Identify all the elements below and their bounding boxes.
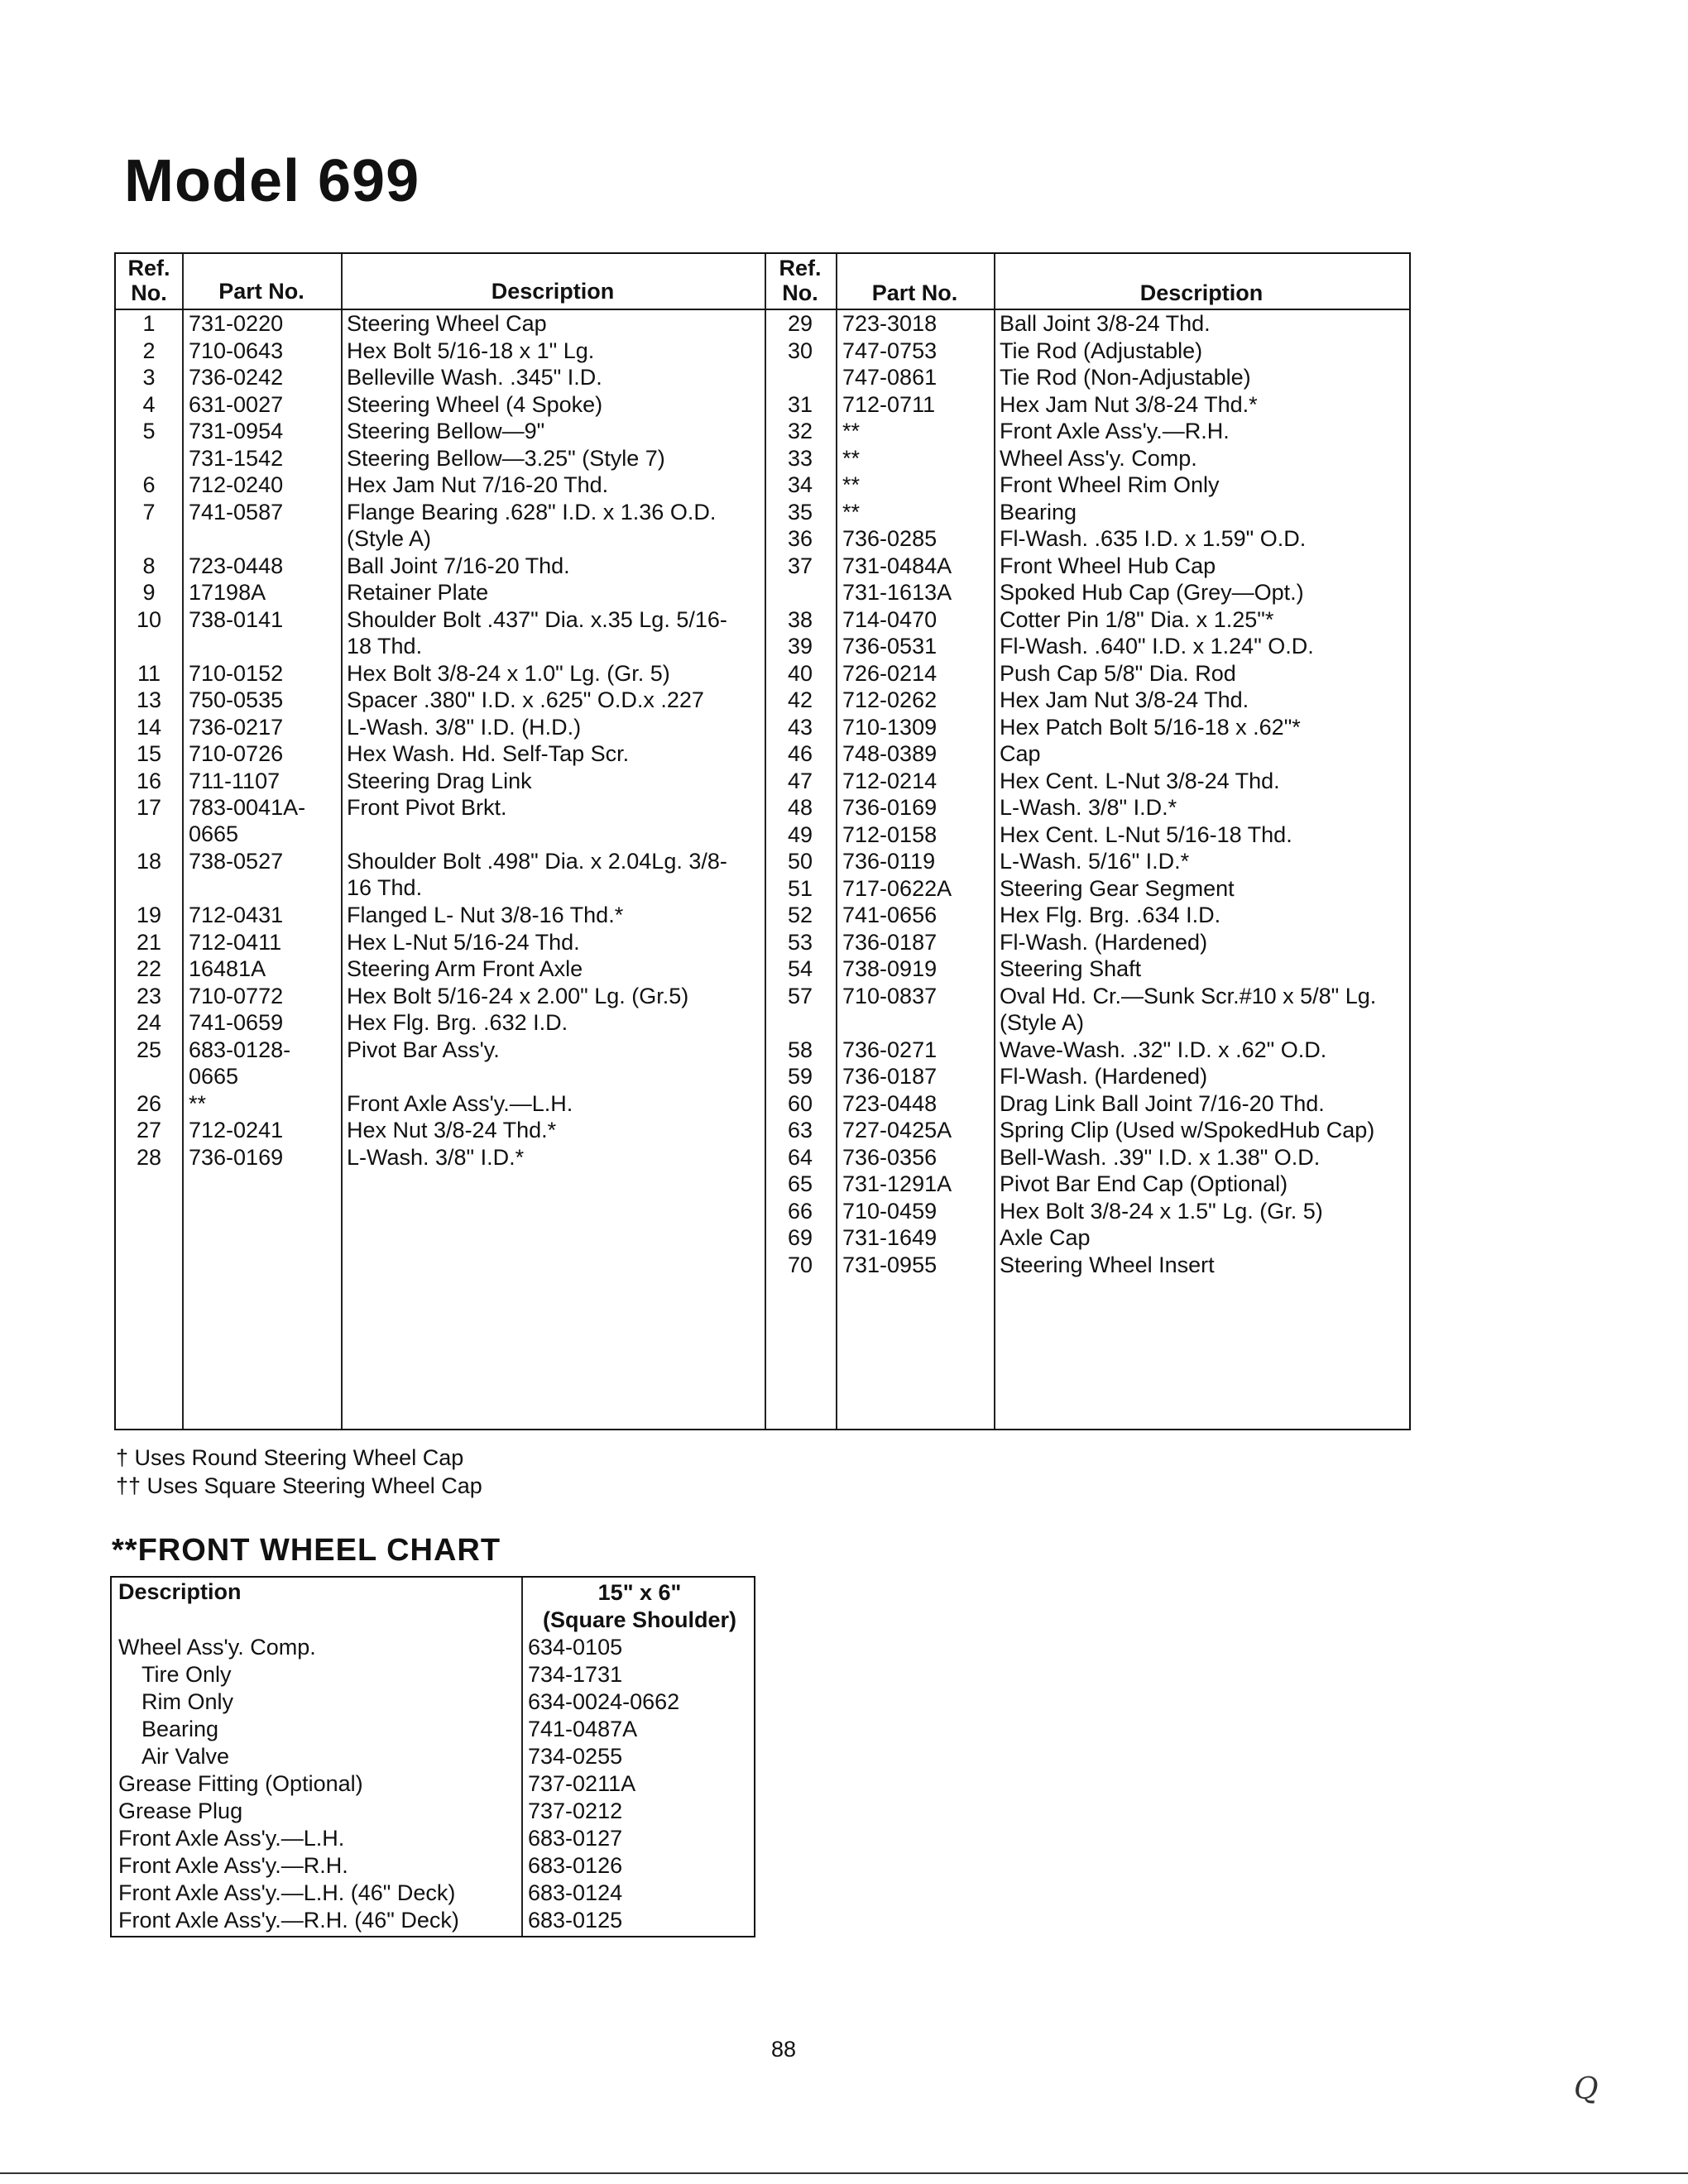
part-number-cell: 723-0448 — [189, 553, 284, 578]
ref-cell: 37 — [787, 553, 813, 578]
part-number-cell: 747-0861 — [842, 365, 938, 390]
description-cell: Front Wheel Rim Only — [1000, 472, 1220, 497]
part-number-cell: 741-0659 — [189, 1010, 284, 1035]
description-cell: Tie Rod (Non-Adjustable) — [1000, 365, 1251, 390]
fw-description-cell: Front Axle Ass'y.—L.H. (46" Deck) — [118, 1880, 456, 1905]
ref-cell: 50 — [787, 849, 813, 874]
header-description: Description — [491, 279, 615, 304]
part-number-cell: 17198A — [189, 580, 266, 605]
description-cell: Shoulder Bolt .498" Dia. x 2.04Lg. 3/8- 16 Thd. — [347, 849, 727, 900]
ref-cell: 51 — [787, 875, 813, 901]
description-cell: Hex Cent. L-Nut 5/16-18 Thd. — [1000, 821, 1292, 847]
ref-cell: 38 — [787, 606, 813, 632]
ref-cell: 58 — [787, 1037, 813, 1062]
part-number-cell: 731-0955 — [842, 1252, 938, 1277]
description-cell: Hex Bolt 3/8-24 x 1.0" Lg. (Gr. 5) — [347, 660, 670, 686]
part-number-cell: 710-0152 — [189, 660, 284, 686]
ref-cell: 39 — [787, 634, 813, 659]
part-number-cell: 717-0622A — [842, 875, 952, 901]
part-number-cell: 731-1613A — [842, 580, 952, 605]
description-cell: Spring Clip (Used w/SpokedHub Cap) — [1000, 1118, 1375, 1142]
part-number-cell: 738-0527 — [189, 849, 284, 874]
bottom-rule — [0, 2172, 1688, 2174]
column-divider — [521, 1578, 523, 1936]
description-cell: Ball Joint 3/8-24 Thd. — [1000, 311, 1211, 336]
part-number-cell: 711-1107 — [189, 768, 281, 793]
ref-cell: 26 — [136, 1090, 162, 1116]
description-cell: L-Wash. 3/8" I.D. (H.D.) — [347, 714, 582, 740]
ref-cell: 1 — [142, 311, 156, 336]
fw-part-number-cell: 737-0211A — [528, 1771, 636, 1796]
ref-cell: 17 — [136, 795, 162, 820]
fw-description-cell: Bearing — [141, 1717, 219, 1741]
description-cell: Hex Wash. Hd. Self-Tap Scr. — [347, 741, 630, 766]
ref-cell: 57 — [787, 983, 813, 1008]
description-cell: Steering Gear Segment — [1000, 875, 1235, 901]
part-number-cell: 723-3018 — [842, 311, 938, 336]
ref-cell: 46 — [787, 741, 813, 766]
part-number-cell: ** — [842, 499, 861, 524]
header-ref-no-right: Ref. No. — [779, 256, 822, 305]
part-number-cell: ** — [842, 445, 861, 471]
ref-cell: 64 — [787, 1144, 813, 1170]
part-number-cell: 736-0285 — [842, 526, 938, 551]
fw-part-number-cell: 634-0105 — [528, 1635, 623, 1660]
part-number-cell: 712-0214 — [842, 768, 938, 793]
description-cell: Tie Rod (Adjustable) — [1000, 338, 1203, 363]
ref-cell: 31 — [787, 391, 813, 417]
handwritten-mark: Q — [1574, 2072, 1599, 2106]
description-cell: Steering Arm Front Axle — [347, 956, 583, 981]
description-cell: L-Wash. 3/8" I.D.* — [347, 1144, 525, 1170]
part-number-cell: 736-0119 — [842, 849, 936, 874]
part-number-cell: 710-0459 — [842, 1198, 938, 1224]
ref-cell: 10 — [136, 606, 162, 632]
part-number-cell: 736-0531 — [842, 634, 938, 659]
part-number-cell: ** — [189, 1090, 207, 1116]
description-cell: Fl-Wash. (Hardened) — [1000, 1064, 1208, 1089]
ref-cell: 9 — [142, 580, 156, 605]
header-ref-no: Ref. No. — [127, 256, 170, 305]
part-number-cell: 712-0241 — [189, 1118, 284, 1142]
fw-header-description: Description — [118, 1579, 242, 1604]
ref-cell: 60 — [787, 1090, 813, 1116]
description-cell: Hex Bolt 5/16-18 x 1" Lg. — [347, 338, 595, 363]
footnote-square-cap: †† Uses Square Steering Wheel Cap — [116, 1473, 482, 1498]
fw-part-number-cell: 683-0124 — [528, 1880, 623, 1905]
description-cell: Steering Wheel Insert — [1000, 1252, 1215, 1277]
description-cell: Hex Bolt 5/16-24 x 2.00" Lg. (Gr.5) — [347, 983, 689, 1008]
header-part-no: Part No. — [218, 279, 305, 304]
ref-cell: 15 — [136, 741, 162, 766]
ref-cell: 28 — [136, 1144, 162, 1170]
description-cell: Front Axle Ass'y.—R.H. — [1000, 419, 1230, 443]
part-number-cell: 738-0919 — [842, 956, 938, 981]
fw-part-number-cell: 737-0212 — [528, 1798, 623, 1823]
ref-cell: 16 — [136, 768, 162, 793]
part-number-cell: 731-0484A — [842, 553, 952, 578]
fw-description-cell: Wheel Ass'y. Comp. — [118, 1635, 316, 1660]
description-cell: Flanged L- Nut 3/8-16 Thd.* — [347, 903, 624, 927]
ref-cell: 47 — [787, 768, 813, 793]
ref-cell: 4 — [142, 391, 156, 417]
ref-cell: 48 — [787, 795, 813, 820]
ref-cell: 70 — [787, 1252, 813, 1277]
ref-cell: 13 — [136, 687, 162, 712]
fw-description-cell: Grease Fitting (Optional) — [118, 1771, 363, 1796]
description-cell: Steering Drag Link — [347, 768, 532, 793]
ref-cell: 69 — [787, 1225, 813, 1250]
fw-part-number-cell: 683-0125 — [528, 1908, 623, 1933]
part-number-cell: 710-0643 — [189, 338, 284, 363]
ref-cell: 40 — [787, 660, 813, 686]
description-cell: Fl-Wash. .635 I.D. x 1.59" O.D. — [1000, 526, 1307, 551]
ref-cell: 35 — [787, 499, 813, 524]
column-divider — [341, 254, 343, 1429]
description-cell: Fl-Wash. .640" I.D. x 1.24" O.D. — [1000, 634, 1314, 659]
ref-cell: 8 — [142, 553, 156, 578]
ref-cell: 7 — [142, 499, 156, 524]
fw-description-cell: Tire Only — [141, 1662, 232, 1687]
part-number-cell: 731-1542 — [189, 445, 284, 471]
description-cell: Bearing — [1000, 499, 1077, 524]
description-cell: Hex Jam Nut 3/8-24 Thd.* — [1000, 391, 1258, 417]
description-cell: Hex Patch Bolt 5/16-18 x .62"* — [1000, 714, 1301, 740]
part-number-cell: 631-0027 — [189, 391, 284, 417]
part-number-cell: 731-0220 — [189, 311, 284, 336]
part-number-cell: 736-0217 — [189, 714, 284, 740]
part-number-cell: 736-0242 — [189, 365, 284, 390]
description-cell: Hex Nut 3/8-24 Thd.* — [347, 1118, 557, 1142]
fw-part-number-cell: 741-0487A — [528, 1717, 638, 1741]
part-number-cell: 683-0128- 0665 — [189, 1037, 291, 1089]
fw-description-cell: Grease Plug — [118, 1798, 243, 1823]
part-number-cell: 710-0726 — [189, 741, 284, 766]
part-number-cell: 712-0262 — [842, 687, 938, 712]
ref-cell: 22 — [136, 956, 162, 981]
description-cell: Hex Flg. Brg. .632 I.D. — [347, 1010, 568, 1035]
part-number-cell: 750-0535 — [189, 687, 284, 712]
description-cell: Steering Wheel Cap — [347, 311, 547, 336]
description-cell: Hex L-Nut 5/16-24 Thd. — [347, 929, 580, 955]
header-description-right: Description — [1139, 280, 1264, 305]
ref-cell: 11 — [137, 660, 161, 686]
description-cell: L-Wash. 3/8" I.D.* — [1000, 795, 1177, 820]
description-cell: Hex Cent. L-Nut 3/8-24 Thd. — [1000, 768, 1280, 793]
fw-part-number-cell: 683-0126 — [528, 1853, 623, 1878]
part-number-cell: 736-0169 — [842, 795, 938, 820]
description-cell: Hex Jam Nut 3/8-24 Thd. — [1000, 687, 1249, 712]
part-number-cell: ** — [842, 419, 861, 443]
description-cell: Bell-Wash. .39" I.D. x 1.38" O.D. — [1000, 1144, 1321, 1170]
description-cell: Axle Cap — [1000, 1225, 1091, 1250]
part-number-cell: 736-0356 — [842, 1144, 938, 1170]
ref-cell: 59 — [787, 1064, 813, 1089]
description-cell: Front Pivot Brkt. — [347, 795, 507, 820]
ref-cell: 53 — [787, 929, 813, 955]
description-cell: Steering Shaft — [1000, 956, 1142, 981]
part-number-cell: 736-0187 — [842, 929, 938, 955]
front-wheel-chart — [110, 1576, 755, 1937]
fw-description-cell: Rim Only — [141, 1689, 234, 1714]
ref-cell: 5 — [142, 419, 156, 443]
description-cell: Steering Bellow—9" — [347, 419, 545, 443]
page-number: 88 — [771, 2037, 797, 2062]
fw-header-size: 15" x 6" (Square Shoulder) — [542, 1580, 737, 1632]
header-part-no-right: Part No. — [871, 280, 958, 305]
part-number-cell: 723-0448 — [842, 1090, 938, 1116]
ref-cell: 29 — [787, 311, 813, 336]
description-cell: Front Wheel Hub Cap — [1000, 553, 1216, 578]
part-number-cell: 714-0470 — [842, 606, 938, 632]
part-number-cell: 731-1649 — [842, 1225, 938, 1250]
part-number-cell: 712-0431 — [189, 903, 284, 927]
part-number-cell: 710-0772 — [189, 983, 284, 1008]
ref-cell: 23 — [136, 983, 162, 1008]
ref-cell: 21 — [136, 929, 162, 955]
fw-part-number-cell: 734-0255 — [528, 1744, 623, 1769]
part-number-cell: 710-0837 — [842, 983, 938, 1008]
part-number-cell: 736-0187 — [842, 1064, 938, 1089]
ref-cell: 34 — [787, 472, 813, 497]
ref-cell: 14 — [136, 714, 162, 740]
description-cell: Pivot Bar End Cap (Optional) — [1000, 1171, 1288, 1196]
ref-cell: 18 — [136, 849, 162, 874]
column-divider — [182, 254, 184, 1429]
part-number-cell: 727-0425A — [842, 1118, 952, 1142]
column-divider — [836, 254, 837, 1429]
fw-part-number-cell: 634-0024-0662 — [528, 1689, 680, 1714]
description-cell: Hex Flg. Brg. .634 I.D. — [1000, 903, 1221, 927]
ref-cell: 43 — [787, 714, 813, 740]
ref-cell: 24 — [136, 1010, 162, 1035]
description-cell: Retainer Plate — [347, 580, 489, 605]
ref-cell: 66 — [787, 1198, 813, 1224]
description-cell: Wave-Wash. .32" I.D. x .62" O.D. — [1000, 1037, 1327, 1062]
ref-cell: 6 — [142, 472, 156, 497]
part-number-cell: 731-1291A — [842, 1171, 952, 1196]
fw-part-number-cell: 683-0127 — [528, 1826, 623, 1851]
description-cell: Pivot Bar Ass'y. — [347, 1037, 500, 1062]
part-number-cell: 710-1309 — [842, 714, 938, 740]
fw-description-cell: Air Valve — [141, 1744, 230, 1769]
ref-cell: 36 — [787, 526, 813, 551]
description-cell: Fl-Wash. (Hardened) — [1000, 929, 1208, 955]
part-number-cell: 712-0711 — [842, 391, 936, 417]
description-cell: Cotter Pin 1/8" Dia. x 1.25"* — [1000, 606, 1274, 632]
description-cell: Belleville Wash. .345" I.D. — [347, 365, 602, 390]
ref-cell: 65 — [787, 1171, 813, 1196]
description-cell: Hex Jam Nut 7/16-20 Thd. — [347, 472, 609, 497]
description-cell: Flange Bearing .628" I.D. x 1.36 O.D. (Style A) — [347, 499, 717, 551]
footnote-round-cap: † Uses Round Steering Wheel Cap — [116, 1445, 464, 1470]
description-cell: Hex Bolt 3/8-24 x 1.5" Lg. (Gr. 5) — [1000, 1198, 1323, 1224]
part-number-cell: 731-0954 — [189, 419, 284, 443]
fw-description-cell: Front Axle Ass'y.—L.H. — [118, 1826, 345, 1851]
fw-description-cell: Front Axle Ass'y.—R.H. — [118, 1853, 348, 1878]
front-wheel-chart-title: **FRONT WHEEL CHART — [112, 1533, 501, 1568]
ref-cell: 25 — [136, 1037, 162, 1062]
ref-cell: 32 — [787, 419, 813, 443]
ref-cell: 49 — [787, 821, 813, 847]
description-cell: Ball Joint 7/16-20 Thd. — [347, 553, 570, 578]
ref-cell: 19 — [136, 903, 162, 927]
ref-cell: 27 — [136, 1118, 162, 1142]
description-cell: Steering Bellow—3.25" (Style 7) — [347, 445, 665, 471]
part-number-cell: 16481A — [189, 956, 266, 981]
part-number-cell: 747-0753 — [842, 338, 938, 363]
description-cell: Front Axle Ass'y.—L.H. — [347, 1090, 573, 1116]
fw-description-cell: Front Axle Ass'y.—R.H. (46" Deck) — [118, 1908, 459, 1933]
part-number-cell: 783-0041A- 0665 — [189, 795, 306, 846]
part-number-cell: 741-0656 — [842, 903, 938, 927]
description-cell: L-Wash. 5/16" I.D.* — [1000, 849, 1190, 874]
description-cell: Spacer .380" I.D. x .625" O.D.x .227 — [347, 687, 704, 712]
part-number-cell: 736-0271 — [842, 1037, 938, 1062]
part-number-cell: 726-0214 — [842, 660, 938, 686]
description-cell: Steering Wheel (4 Spoke) — [347, 391, 603, 417]
part-number-cell: 736-0169 — [189, 1144, 284, 1170]
part-number-cell: 738-0141 — [189, 606, 284, 632]
ref-cell: 33 — [787, 445, 813, 471]
description-cell: Wheel Ass'y. Comp. — [1000, 445, 1197, 471]
part-number-cell: 712-0240 — [189, 472, 284, 497]
description-cell: Spoked Hub Cap (Grey—Opt.) — [1000, 580, 1304, 605]
part-number-cell: ** — [842, 472, 861, 497]
part-number-cell: 748-0389 — [842, 741, 938, 766]
ref-cell: 52 — [787, 903, 813, 927]
part-number-cell: 712-0411 — [189, 929, 282, 955]
description-cell: Shoulder Bolt .437" Dia. x.35 Lg. 5/16- 18 Thd. — [347, 606, 727, 659]
page-title: Model 699 — [124, 148, 420, 214]
ref-cell: 30 — [787, 338, 813, 363]
parts-table — [114, 252, 1411, 1430]
description-cell: Drag Link Ball Joint 7/16-20 Thd. — [1000, 1090, 1325, 1116]
description-cell: Oval Hd. Cr.—Sunk Scr.#10 x 5/8" Lg. (Style A) — [1000, 983, 1377, 1035]
ref-cell: 3 — [142, 365, 156, 390]
description-cell: Cap — [1000, 741, 1041, 766]
column-divider — [994, 254, 995, 1429]
part-number-cell: 741-0587 — [189, 499, 284, 524]
ref-cell: 63 — [787, 1118, 813, 1142]
part-number-cell: 712-0158 — [842, 821, 938, 847]
ref-cell: 54 — [787, 956, 813, 981]
description-cell: Push Cap 5/8" Dia. Rod — [1000, 660, 1236, 686]
header-divider — [116, 309, 1409, 310]
ref-cell: 42 — [787, 687, 813, 712]
ref-cell: 2 — [142, 338, 156, 363]
fw-part-number-cell: 734-1731 — [528, 1662, 623, 1687]
